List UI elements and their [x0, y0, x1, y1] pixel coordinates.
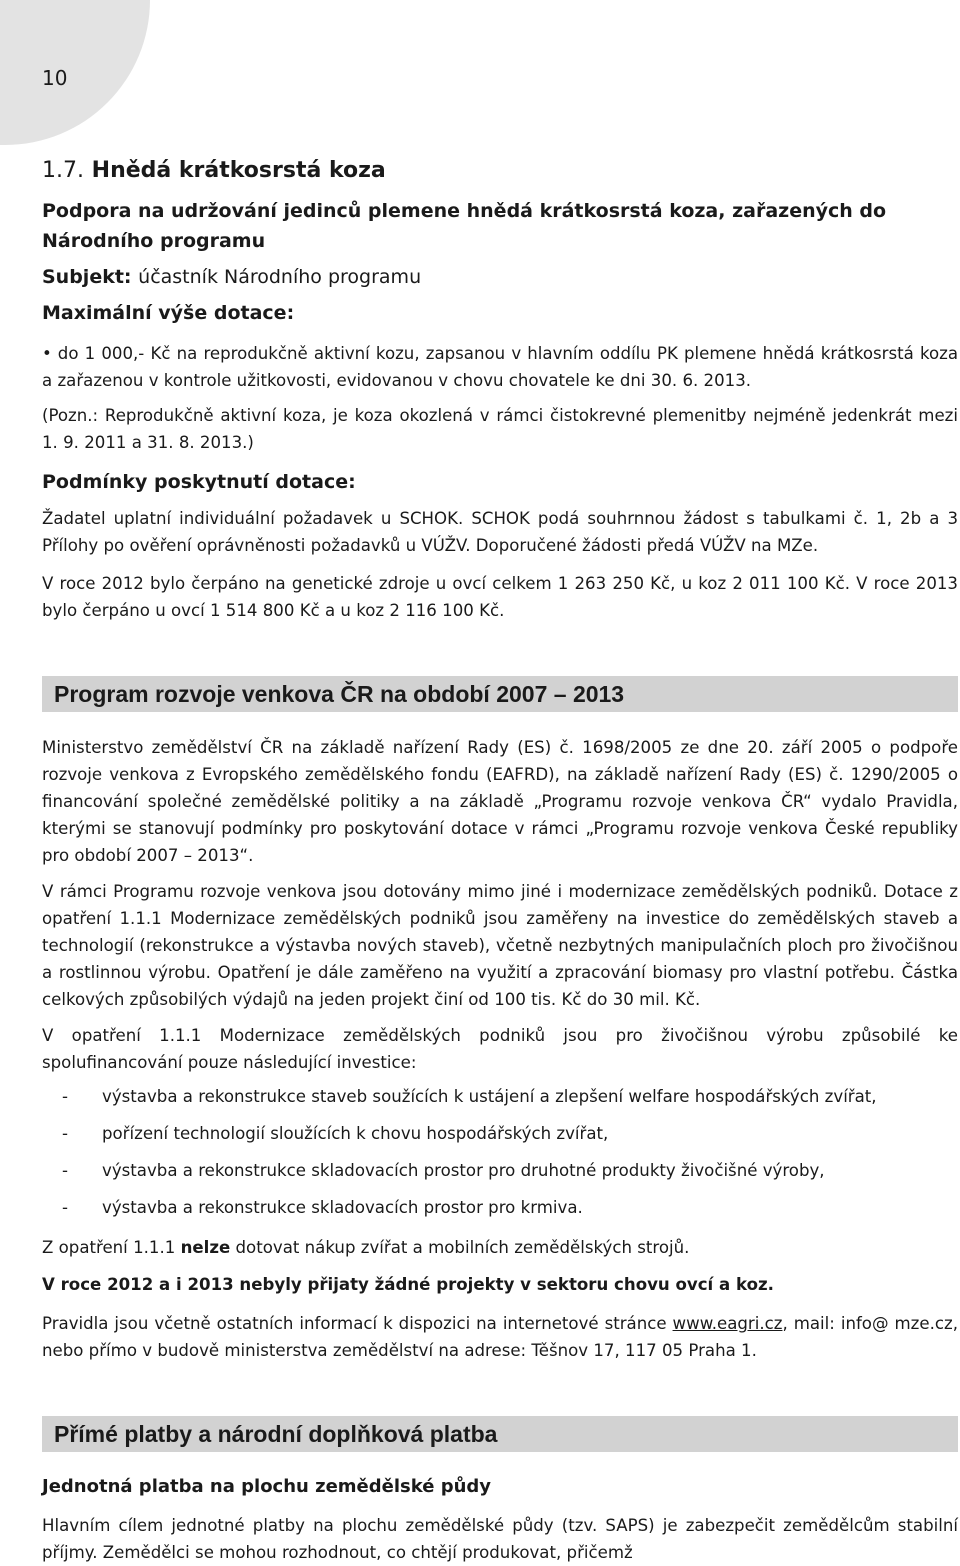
investment-item: - výstavba a rekonstrukce staveb soužících k ustájení a zlepšení welfare hospodářských zvířat, — [62, 1078, 960, 1115]
max-amount-item: • do 1 000,- Kč na reprodukčně aktivní kozu, zapsanou v hlavním oddílu PK plemene hnědá krátkosrstá koza a zařazenou v kontrole užitkovosti, evidovanou v chovu chovatele ke dni 30. 6. 2013. — [42, 340, 958, 394]
note: (Pozn.: Reprodukčně aktivní koza, je koza okozlená v rámci čistokrevné plemenitby nejméně jedenkrát mezi 1. 9. 2011 a 31. 8. 2013.) — [42, 406, 958, 452]
rural-paragraph-6 — [42, 1310, 958, 1364]
subject-label: Subjekt: — [42, 266, 132, 288]
rural-paragraph-4 — [42, 1234, 958, 1261]
max-amount-list — [42, 340, 958, 394]
direct-subtitle: Jednotná platba na plochu zemědělské půdy — [42, 1476, 492, 1497]
rural-paragraph-1: Ministerstvo zemědělství ČR na základě nařízení Rady (ES) č. 1698/2005 ze dne 20. září 2005 o podpoře rozvoje venkova z Evropského zemědělského fondu (EAFRD), na základě nařízení Rady (ES) č. 1290/2005 o financování společné zemědělské politiky a na základě „Programu rozvoje venkova ČR“ vydalo Pravidla, kterými se stanovují podmínky pro poskytování dotace v rámci „Programu rozvoje venkova České republiky pro období 2007 – 2013“. — [42, 738, 958, 865]
page-number: 10 — [42, 66, 68, 90]
p4-text-b: dotovat nákup zvířat a mobilních zemědělských strojů. — [230, 1238, 690, 1257]
subject-line — [42, 262, 958, 292]
rural-program-banner: Program rozvoje venkova ČR na období 2007 – 2013 — [42, 676, 958, 712]
conditions-label: Podmínky poskytnutí dotace: — [42, 471, 356, 493]
investment-list — [42, 1078, 960, 1226]
investment-item: - pořízení technologií sloužících k chovu hospodářských zvířat, — [62, 1115, 960, 1152]
eagri-link[interactable]: www.eagri.cz — [672, 1314, 783, 1333]
investment-item: - výstavba a rekonstrukce skladovacích prostor pro krmiva. — [62, 1189, 960, 1226]
section-heading — [42, 158, 958, 183]
section-number: 1.7. — [42, 158, 84, 183]
spending-text: V roce 2012 bylo čerpáno na genetické zdroje u ovcí celkem 1 263 250 Kč, u koz 2 011 100 Kč. V roce 2013 bylo čerpáno u ovcí 1 514 800 Kč a u koz 2 116 100 Kč. — [42, 574, 958, 620]
rural-paragraph-5: V roce 2012 a i 2013 nebyly přijaty žádné projekty v sektoru chovu ovcí a koz. — [42, 1275, 774, 1294]
p4-bold: nelze — [180, 1238, 231, 1257]
rural-paragraph-2: V rámci Programu rozvoje venkova jsou dotovány mimo jiné i modernizace zemědělských podniků. Dotace z opatření 1.1.1 Modernizace zemědělských podniků jsou zaměřeny na investice do zemědělských staveb a technologií (rekonstrukce a výstavba nových staveb), včetně nezbytných manipulačních ploch pro živočišnou a rostlinnou výrobu. Opatření je dále zaměřeno na využití a zpracování biomasy pro vlastní potřebu. Částka celkových způsobilých výdajů na jeden projekt činí od 100 tis. Kč do 30 mil. Kč. — [42, 882, 958, 1009]
section-title: Hnědá krátkosrstá koza — [91, 158, 386, 183]
subject-value: účastník Národního programu — [138, 266, 422, 288]
investment-item: - výstavba a rekonstrukce skladovacích prostor pro druhotné produkty živočišné výroby, — [62, 1152, 960, 1189]
p6-text-a: Pravidla jsou včetně ostatních informací k dispozici na internetové stránce — [42, 1314, 673, 1333]
p6-text-b: , mail: info@ mze.cz, nebo přímo v budově ministerstva zemědělství na adrese: Těšnov 17, 117 05 Praha 1. — [42, 1314, 958, 1360]
page-corner-tab — [0, 0, 150, 145]
support-title: Podpora na udržování jedinců plemene hnědá krátkosrstá koza, zařazených do Národního programu — [42, 200, 887, 252]
direct-payments-banner: Přímé platby a národní doplňková platba — [42, 1416, 958, 1452]
p4-text-a: Z opatření 1.1.1 — [42, 1238, 181, 1257]
rural-paragraph-3: V opatření 1.1.1 Modernizace zemědělských podniků jsou pro živočišnou výrobu způsobilé ke spolufinancování pouze následující investice: — [42, 1026, 958, 1072]
direct-paragraph-1: Hlavním cílem jednotné platby na plochu zemědělské půdy (tzv. SAPS) je zabezpečit zemědělcům stabilní příjmy. Zemědělci se mohou rozhodnout, co chtějí produkovat, přičemž — [42, 1516, 958, 1562]
conditions-text: Žadatel uplatní individuální požadavek u SCHOK. SCHOK podá souhrnnou žádost s tabulkami č. 1, 2b a 3 Přílohy po ověření oprávněnosti požadavků u VÚŽV. Doporučené žádosti předá VÚŽV na MZe. — [42, 509, 958, 555]
max-amount-label: Maximální výše dotace: — [42, 302, 295, 324]
